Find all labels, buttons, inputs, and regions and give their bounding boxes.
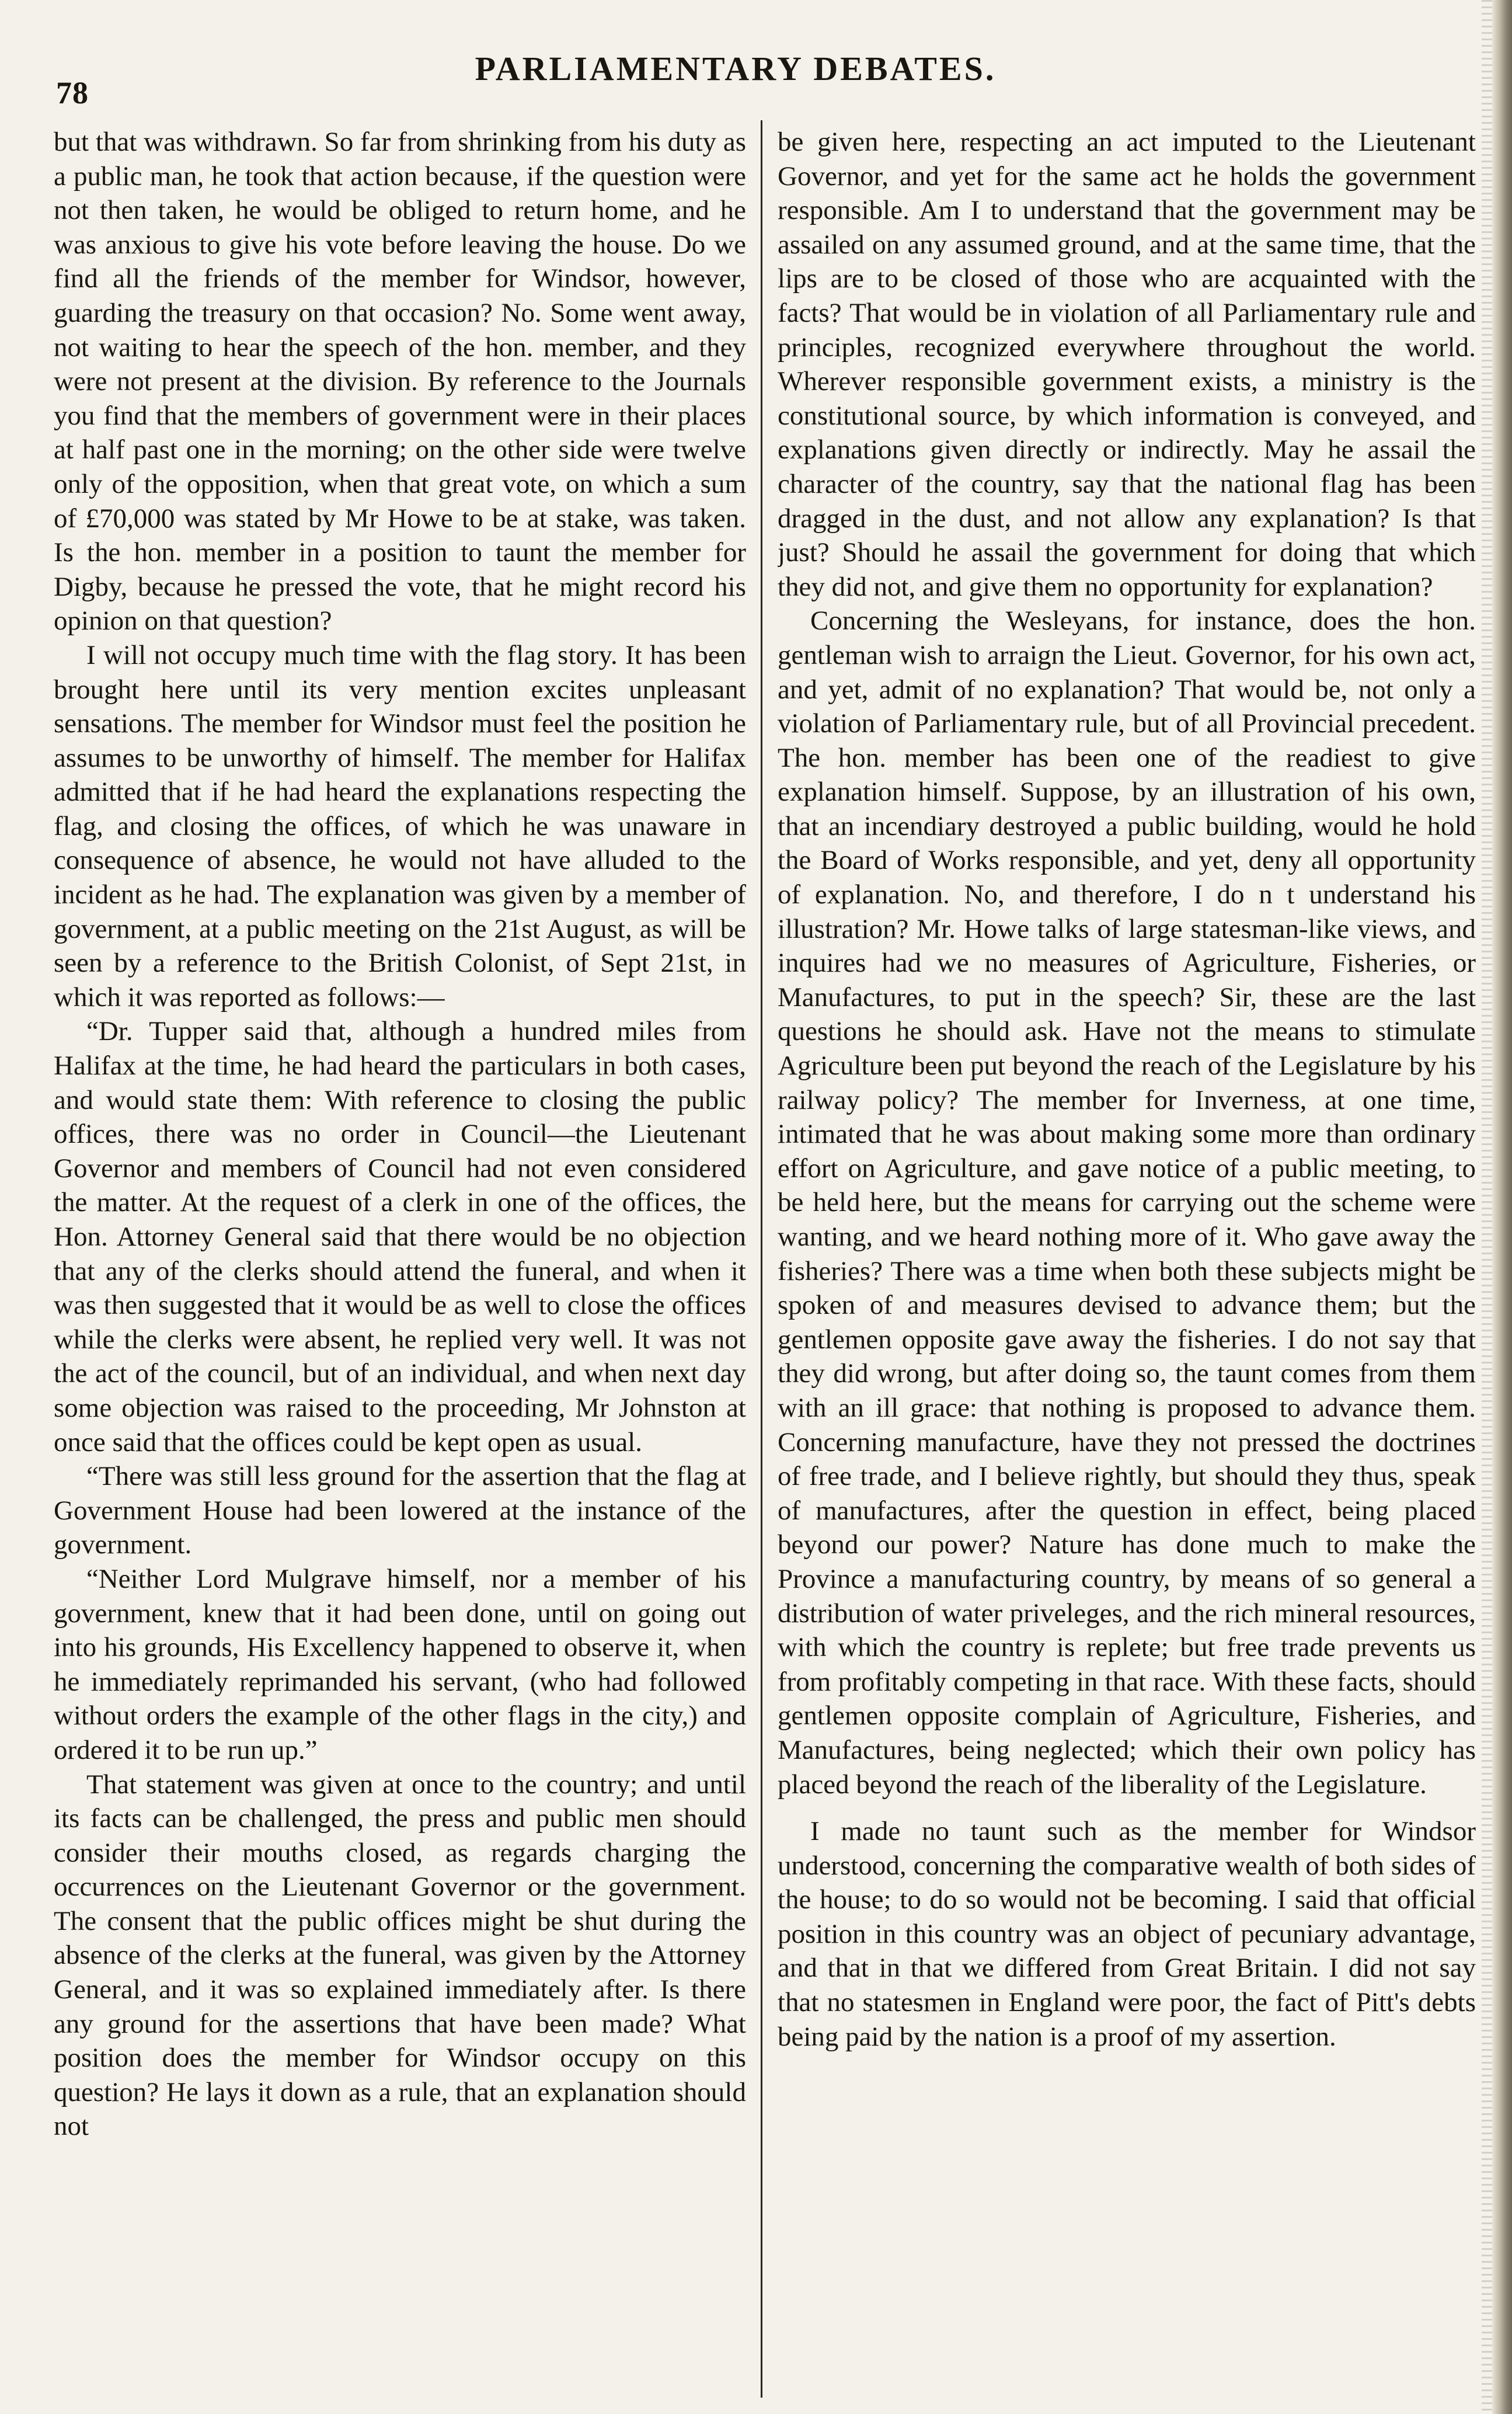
quoted-paragraph: “There was still less ground for the assertion that the flag at Government House had been lowered at the instance of the government. — [54, 1461, 746, 1560]
quoted-paragraph: “Dr. Tupper said that, although a hundred miles from Halifax at the time, he had heard the particulars in both cases, and would state them: With reference to closing the public offices, there was no order in Council—the Lieutenant Governor and members of Council had not even considered the matter. At the request of a clerk in one of the offices, the Hon. Attorney General said that there would be no objection that any of the clerks should attend the funeral, and when it was then suggested that it would be as well to close the offices while the clerks were absent, he replied very well. It was not the act of the council, but of an individual, and when next day some objection was raised to the proceeding, Mr Johnston at once said that the offices could be kept open as usual. — [54, 1016, 746, 1458]
right-column — [778, 125, 1476, 2391]
paragraph: That statement was given at once to the country; and until its facts can be challenged, the press and public men should consider their mouths closed, as regards charging the occurrences on the Lieutenant Governor or the government. The consent that the public offices might be shut during the absence of the clerks at the funeral, was given by the Attorney General, and it was so explained immediately after. Is there any ground for the assertions that have been made? What position does the member for Windsor occupy on this question? He lays it down as a rule, that an explanation should not — [54, 1769, 746, 2142]
paragraph: be given here, respecting an act imputed to the Lieutenant Governor, and yet for the same act he holds the government responsible. Am I to understand that the government may be assailed on any assumed ground, and at the same time, that the lips are to be closed of those who are acquainted with the facts? That would be in violation of all Parliamentary rule and principles, recognized everywhere throughout the world. Wherever responsible government exists, a ministry is the constitutional source, by which information is conveyed, and explanations given directly or indirectly. May he assail the character of the country, say that the national flag has been dragged in the dust, and not allow any explanation? Is that just? Should he assail the government for doing that which they did not, and give them no opportunity for explanation? — [778, 127, 1476, 602]
page-binding-edge — [1492, 0, 1512, 2414]
quoted-paragraph: “Neither Lord Mulgrave himself, nor a member of his government, knew that it had been done, until on going out into his grounds, His Excellency happened to observe it, when he immediately reprimanded his servant, (who had followed without orders the example of the other flags in the city,) and ordered it to be run up.” — [54, 1563, 746, 1765]
left-column — [54, 125, 746, 2391]
binding-stitch-shadow — [1482, 0, 1492, 2414]
paragraph: Concerning the Wesleyans, for instance, does the hon. gentleman wish to arraign the Lieut. Governor, for his own act, and yet, admit of no explanation? That would be, not only a violation of Parliamentary rule, but of all Provincial precedent. The hon. member has been one of the readiest to give explanation himself. Suppose, by an illustration of his own, that an incendiary destroyed a public building, would he hold the Board of Works responsible, and yet, deny all opportunity of explanation. No, and therefore, I do n t understand his illustration? Mr. Howe talks of large statesman-like views, and inquires had we no measures of Agriculture, Fisheries, or Manufactures, to put in the speech? Sir, these are the last questions he should ask. Have not the means to stimulate Agriculture been put beyond the reach of the Legislature by his railway policy? The member for Inverness, at one time, intimated that he was about making some more than ordinary effort on Agriculture, and gave notice of a public meeting, to be held here, but the means for carrying out the scheme were wanting, and we heard nothing more of it. Who gave away the fisheries? There was a time when both these subjects might be spoken of and measures devised to advance them; but the gentlemen opposite gave away the fisheries. I do not say that they did wrong, but after doing so, the taunt comes from them with an ill grace: that nothing is proposed to advance them. Concerning manufacture, have they not pressed the doctrines of free trade, and I believe rightly, but should they thus, speak of manufactures, after the question in effect, being placed beyond our power? Nature has done much to make the Province a manufacturing country, by means of so general a distribution of water priveleges, and the rich mineral resources, with which the country is replete; but free trade prevents us from profitably competing in that race. With these facts, should gentlemen opposite complain of Agriculture, Fisheries, and Manufactures, being neglected; which their own policy has placed beyond the reach of the liberality of the Legislature. — [778, 606, 1476, 1800]
column-divider — [761, 120, 762, 2398]
paragraph: but that was withdrawn. So far from shrinking from his duty as a public man, he took that action because, if the question were not then taken, he would be obliged to return home, and he was anxious to give his vote before leaving the house. Do we find all the friends of the member for Windsor, however, guarding the treasury on that occasion? No. Some went away, not waiting to hear the speech of the hon. member, and they were not present at the division. By reference to the Journals you find that the members of government were in their places at half past one in the morning; on the other side were twelve only of the opposition, when that great vote, on which a sum of £70,000 was stated by Mr Howe to be at stake, was taken. Is the hon. member in a position to taunt the member for Digby, because he pressed the vote, that he might record his opinion on that question? — [54, 127, 746, 636]
page-number: 78 — [56, 75, 89, 110]
paragraph: I will not occupy much time with the flag story. It has been brought here until its very mention excites unpleasant sensations. The member for Windsor must feel the position he assumes to be unworthy of himself. The member for Halifax admitted that if he had heard the explanations respecting the flag, and closing the offices, of which he was unaware in consequence of absence, he would not have alluded to the incident as he had. The explanation was given by a member of government, at a public meeting on the 21st August, as will be seen by a reference to the British Colonist, of Sept 21st, in which it was reported as follows:— — [54, 639, 746, 1013]
paragraph: I made no taunt such as the member for Windsor understood, concerning the comparative wealth of both sides of the house; to do so would not be becoming. I said that official position in this country was an object of pecuniary advantage, and that in that we differed from Great Britain. I did not say that no statesmen in England were poor, the fact of Pitt's debts being paid by the nation is a proof of my assertion. — [778, 1816, 1476, 2052]
running-title: PARLIAMENTARY DEBATES. — [475, 50, 997, 88]
